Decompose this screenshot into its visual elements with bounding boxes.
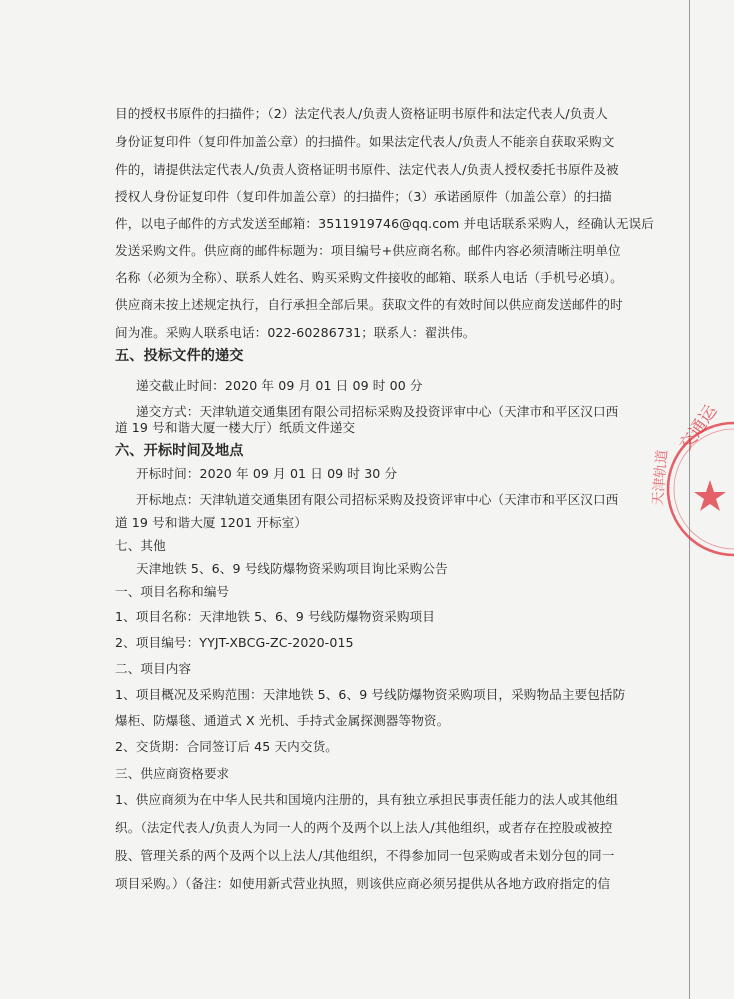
body-line: 1、供应商须为在中华人民共和国境内注册的，具有独立承担民事责任能力的法人或其他组 (115, 792, 619, 807)
body-line: 开标时间：2020 年 09 月 01 日 09 时 30 分 (136, 466, 398, 481)
section-heading-6: 六、开标时间及地点 (115, 443, 244, 459)
subsection-heading: 三、供应商资格要求 (115, 766, 230, 781)
body-line: 道 19 号和谐大厦 1201 开标室） (115, 515, 308, 530)
svg-text:天津轨道: 天津轨道 (650, 449, 671, 507)
body-line: 2、交货期：合同签订后 45 天内交货。 (115, 739, 338, 754)
body-line: 授权人身份证复印件（复印件加盖公章）的扫描件；（3）承诺函原件（加盖公章）的扫描 (115, 189, 612, 204)
body-line: 道 19 号和谐大厦一楼大厅）纸质文件递交 (115, 420, 356, 435)
body-line: 发送采购文件。供应商的邮件标题为：项目编号+供应商名称。邮件内容必须清晰注明单位 (115, 243, 621, 258)
body-line: 织。（法定代表人/负责人为同一人的两个及两个以上法人/其他组织，或者存在控股或被控 (115, 820, 613, 835)
body-line: 1、项目名称：天津地铁 5、6、9 号线防爆物资采购项目 (115, 609, 435, 624)
body-line: 2、项目编号：YYJT-XBCG-ZC-2020-015 (115, 635, 354, 650)
body-line: 名称（必须为全称）、联系人姓名、购买采购文件接收的邮箱、联系人电话（手机号必填）。 (115, 270, 623, 285)
section-heading-7: 七、其他 (115, 538, 166, 553)
subsection-heading: 二、项目内容 (115, 661, 192, 676)
body-line: 爆柜、防爆毯、通道式 X 光机、手持式金属探测器等物资。 (115, 713, 450, 728)
body-line: 递交截止时间：2020 年 09 月 01 日 09 时 00 分 (136, 378, 423, 393)
announcement-title: 天津地铁 5、6、9 号线防爆物资采购项目询比采购公告 (136, 561, 448, 576)
body-line: 开标地点：天津轨道交通集团有限公司招标采购及投资评审中心（天津市和平区汉口西 (136, 492, 619, 507)
body-line: 供应商未按上述规定执行，自行承担全部后果。获取文件的有效时间以供应商发送邮件的时 (115, 297, 623, 312)
subsection-heading: 一、项目名称和编号 (115, 584, 230, 599)
body-line: 身份证复印件（复印件加盖公章）的扫描件。如果法定代表人/负责人不能亲自获取采购文 (115, 134, 615, 149)
body-line: 递交方式：天津轨道交通集团有限公司招标采购及投资评审中心（天津市和平区汉口西 (136, 404, 619, 419)
body-line: 项目采购。）（备注：如使用新式营业执照，则该供应商必须另提供从各地方政府指定的信 (115, 876, 611, 891)
body-line: 目的授权书原件的扫描件；（2）法定代表人/负责人资格证明书原件和法定代表人/负责人 (115, 106, 608, 121)
company-seal-stamp (648, 401, 734, 564)
section-heading-5: 五、投标文件的递交 (115, 348, 244, 364)
body-line: 股、管理关系的两个及两个以上法人/其他组织，不得参加同一包采购或者未划分包的同一 (115, 848, 615, 863)
body-line: 1、项目概况及采购范围：天津地铁 5、6、9 号线防爆物资采购项目，采购物品主要包括防 (115, 687, 626, 702)
body-line: 间为准。采购人联系电话：022-60286731；联系人：翟洪伟。 (115, 325, 476, 340)
body-line: 件，以电子邮件的方式发送至邮箱：3511919746@qq.com 并电话联系采购人，经确认无误后 (115, 216, 654, 231)
body-line: 件的，请提供法定代表人/负责人资格证明书原件、法定代表人/负责人授权委托书原件及被 (115, 162, 619, 177)
svg-text:交通运: 交通运 (675, 401, 722, 455)
